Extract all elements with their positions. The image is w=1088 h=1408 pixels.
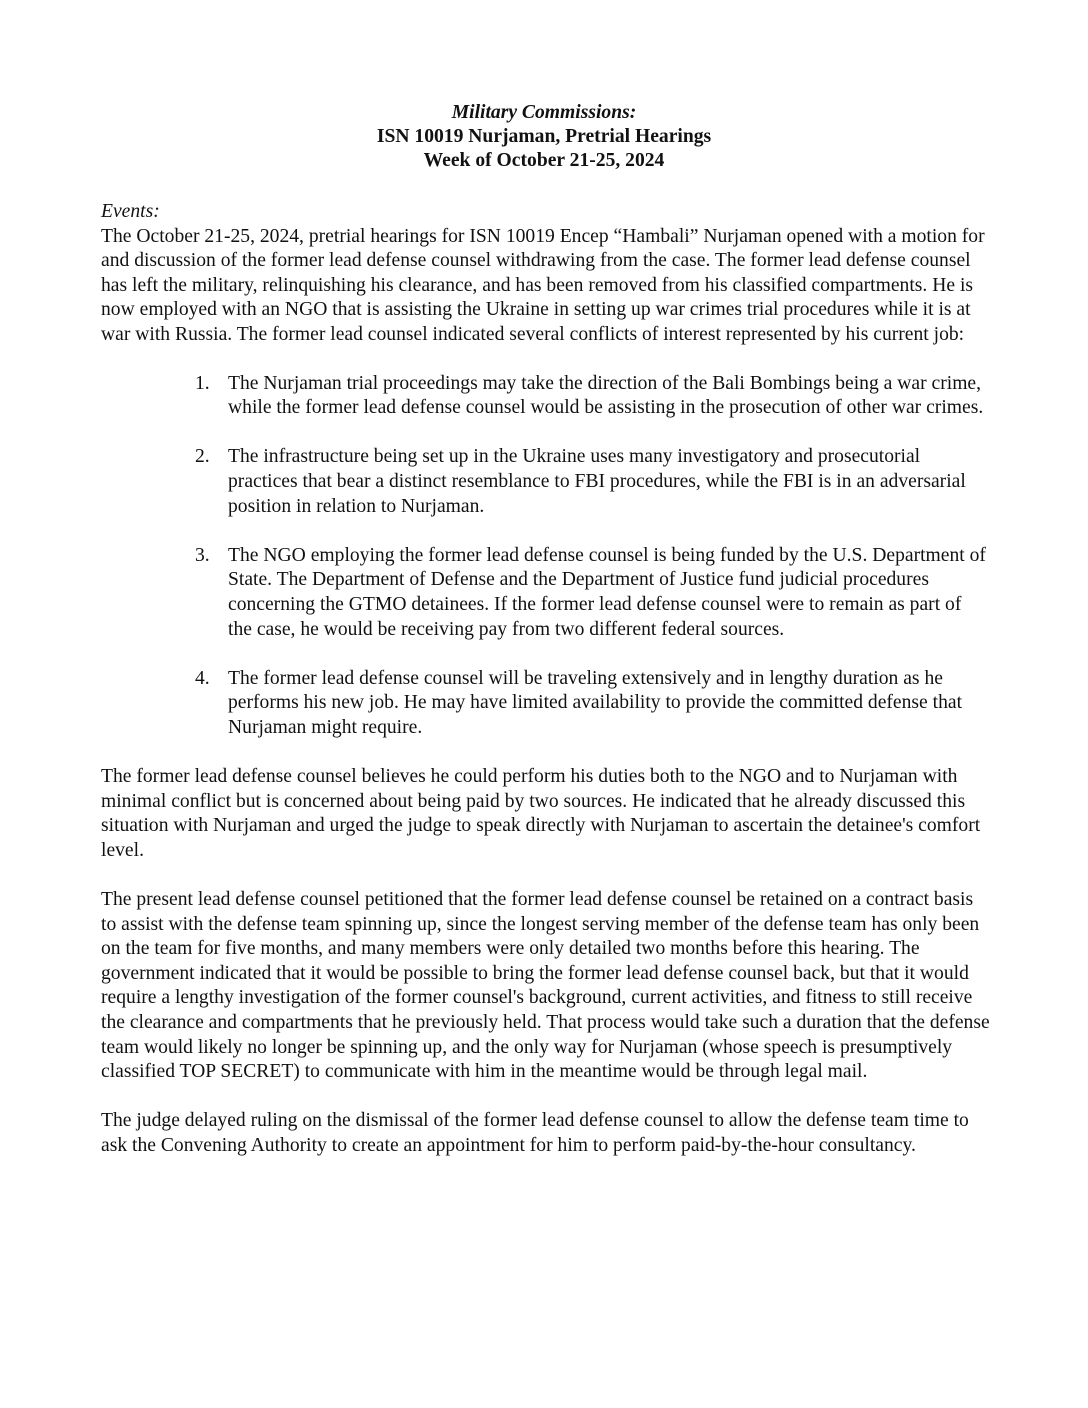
list-item: [101, 667, 988, 741]
list-item-number: 4.: [195, 667, 210, 689]
paragraph-present-counsel-petition: The present lead defense counsel petitioned that the former lead defense counsel be retained on a contract basis to assist with the defense team spinning up, since the longest serving member of the defense team has only been on the team for five months, and many members were only detailed two months before this hearing. The government indicated that it would be possible to bring the former lead defense counsel back, but that it would require a lengthy investigation of the former counsel's background, current activities, and fitness to still receive the clearance and compartments that he previously held. That process would take such a duration that the defense team would likely no longer be spinning up, and the only way for Nurjaman (whose speech is presumptively classified TOP SECRET) to communicate with him in the meantime would be through legal mail.: [101, 889, 990, 1083]
title-line-1: Military Commissions:: [451, 102, 637, 123]
paragraph-judge-ruling: The judge delayed ruling on the dismissal of the former lead defense counsel to allow the defense team time to ask the Convening Authority to create an appointment for him to perform paid-by-the-hour consultancy.: [101, 1110, 969, 1156]
list-item-number: 1.: [195, 372, 210, 394]
list-item-text: The former lead defense counsel will be traveling extensively and in lengthy duration as he performs his new job. He may have limited availability to provide the committed defense that Nurjaman might require.: [228, 667, 963, 738]
list-item: [101, 544, 988, 642]
paragraph-former-counsel-belief: The former lead defense counsel believes he could perform his duties both to the NGO and to Nurjaman with minimal conflict but is concerned about being paid by two sources. He indicated that he already discussed this situation with Nurjaman and urged the judge to speak directly with Nurjaman to ascertain the detainee's comfort level.: [101, 766, 981, 861]
title-line-2: ISN 10019 Nurjaman, Pretrial Hearings: [376, 126, 712, 147]
list-item-text: The Nurjaman trial proceedings may take the direction of the Bali Bombings being a war crime, while the former lead defense counsel would be assisting in the prosecution of other war crimes.: [228, 372, 984, 419]
document-body: [101, 200, 991, 1183]
list-item-number: 3.: [195, 544, 210, 566]
conflicts-list: [101, 372, 991, 741]
list-item-number: 2.: [195, 446, 210, 468]
intro-paragraph: The October 21-25, 2024, pretrial hearings for ISN 10019 Encep “Hambali” Nurjaman opened with a motion for and discussion of the former lead defense counsel withdrawing from the case. The former lead defense counsel has left the military, relinquishing his clearance, and has been removed from his classified compartments. He is now employed with an NGO that is assisting the Ukraine in setting up war crimes trial procedures while it is at war with Russia. The former lead counsel indicated several conflicts of interest represented by his current job:: [101, 225, 985, 345]
list-item-text: The NGO employing the former lead defense counsel is being funded by the U.S. Department of State. The Department of Defense and the Department of Justice fund judicial procedures concerning the GTMO detainees. If the former lead defense counsel were to remain as part of the case, he would be receiving pay from two different federal sources.: [228, 544, 986, 640]
title-line-3: Week of October 21-25, 2024: [423, 150, 665, 171]
list-item-text: The infrastructure being set up in the Ukraine uses many investigatory and prosecutorial practices that bear a distinct resemblance to FBI procedures, while the FBI is in an adversarial position in relation to Nurjaman.: [228, 446, 966, 517]
list-item: [101, 372, 988, 421]
list-item: [101, 445, 988, 519]
document-title: [0, 101, 1088, 173]
section-label-events: Events:: [101, 201, 160, 222]
